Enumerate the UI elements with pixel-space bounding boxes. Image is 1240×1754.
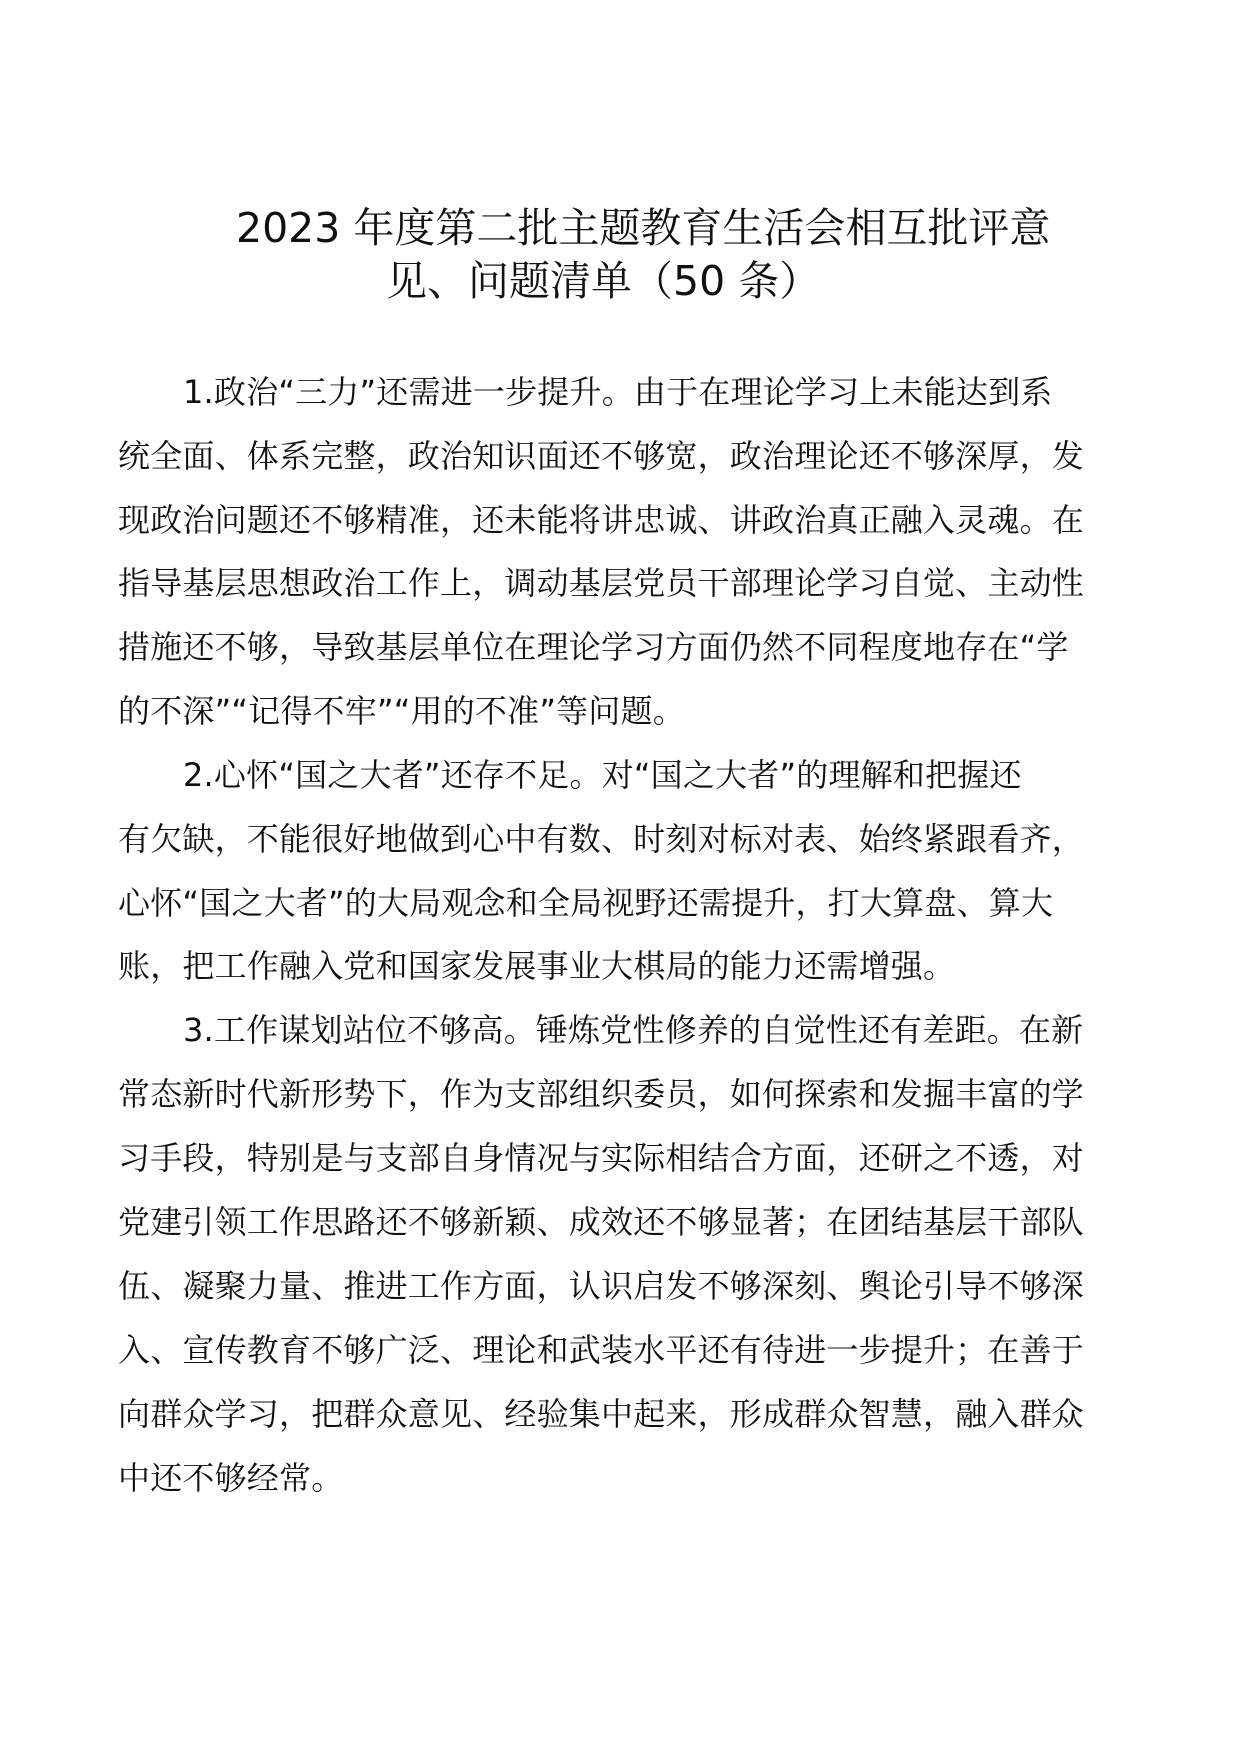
paragraph-3-line-5: 伍、凝聚力量、推进工作方面，认识启发不够深刻、舆论引导不够深 bbox=[118, 1267, 1085, 1305]
paragraph-3-line-3: 习手段，特别是与支部自身情况与实际相结合方面，还研之不透，对 bbox=[118, 1139, 1085, 1177]
paragraph-3-line-6: 入、宣传教育不够广泛、理论和武装水平还有待进一步提升；在善于 bbox=[118, 1331, 1085, 1369]
paragraph-1-line-3: 现政治问题还不够精准，还未能将讲忠诚、讲政治真正融入灵魂。在 bbox=[118, 501, 1085, 539]
paragraph-1-line-6: 的不深”“记得不牢”“用的不准”等问题。 bbox=[118, 692, 685, 730]
document-title-line-2: 见、问题清单（50 条） bbox=[386, 257, 821, 305]
paragraph-1-line-1: 1.政治“三力”还需进一步提升。由于在理论学习上未能达到系 bbox=[183, 373, 1053, 411]
paragraph-1-line-2: 统全面、体系完整，政治知识面还不够宽，政治理论还不够深厚，发 bbox=[118, 437, 1085, 475]
paragraph-3-line-1: 3.工作谋划站位不够高。锤炼党性修养的自觉性还有差距。在新 bbox=[183, 1011, 1084, 1049]
paragraph-2-line-3: 心怀“国之大者”的大局观念和全局视野还需提升，打大算盘、算大 bbox=[118, 884, 1054, 922]
paragraph-3-line-7: 向群众学习，把群众意见、经验集中起来，形成群众智慧，融入群众 bbox=[118, 1395, 1085, 1433]
paragraph-2-line-4: 账，把工作融入党和国家发展事业大棋局的能力还需增强。 bbox=[118, 947, 956, 985]
paragraph-1-line-5: 措施还不够，导致基层单位在理论学习方面仍然不同程度地存在“学 bbox=[118, 628, 1069, 666]
paragraph-2-line-2: 有欠缺，不能很好地做到心中有数、时刻对标对表、始终紧跟看齐， bbox=[118, 820, 1085, 858]
document-title-line-1: 2023 年度第二批主题教育生活会相互批评意 bbox=[236, 204, 1051, 252]
paragraph-3-line-8: 中还不够经常。 bbox=[118, 1459, 344, 1497]
paragraph-2-line-1: 2.心怀“国之大者”还存不足。对“国之大者”的理解和把握还 bbox=[183, 756, 1022, 794]
paragraph-1-line-4: 指导基层思想政治工作上，调动基层党员干部理论学习自觉、主动性 bbox=[118, 564, 1085, 602]
paragraph-3-line-4: 党建引领工作思路还不够新颖、成效还不够显著；在团结基层干部队 bbox=[118, 1203, 1085, 1241]
paragraph-3-line-2: 常态新时代新形势下，作为支部组织委员，如何探索和发掘丰富的学 bbox=[118, 1075, 1085, 1113]
